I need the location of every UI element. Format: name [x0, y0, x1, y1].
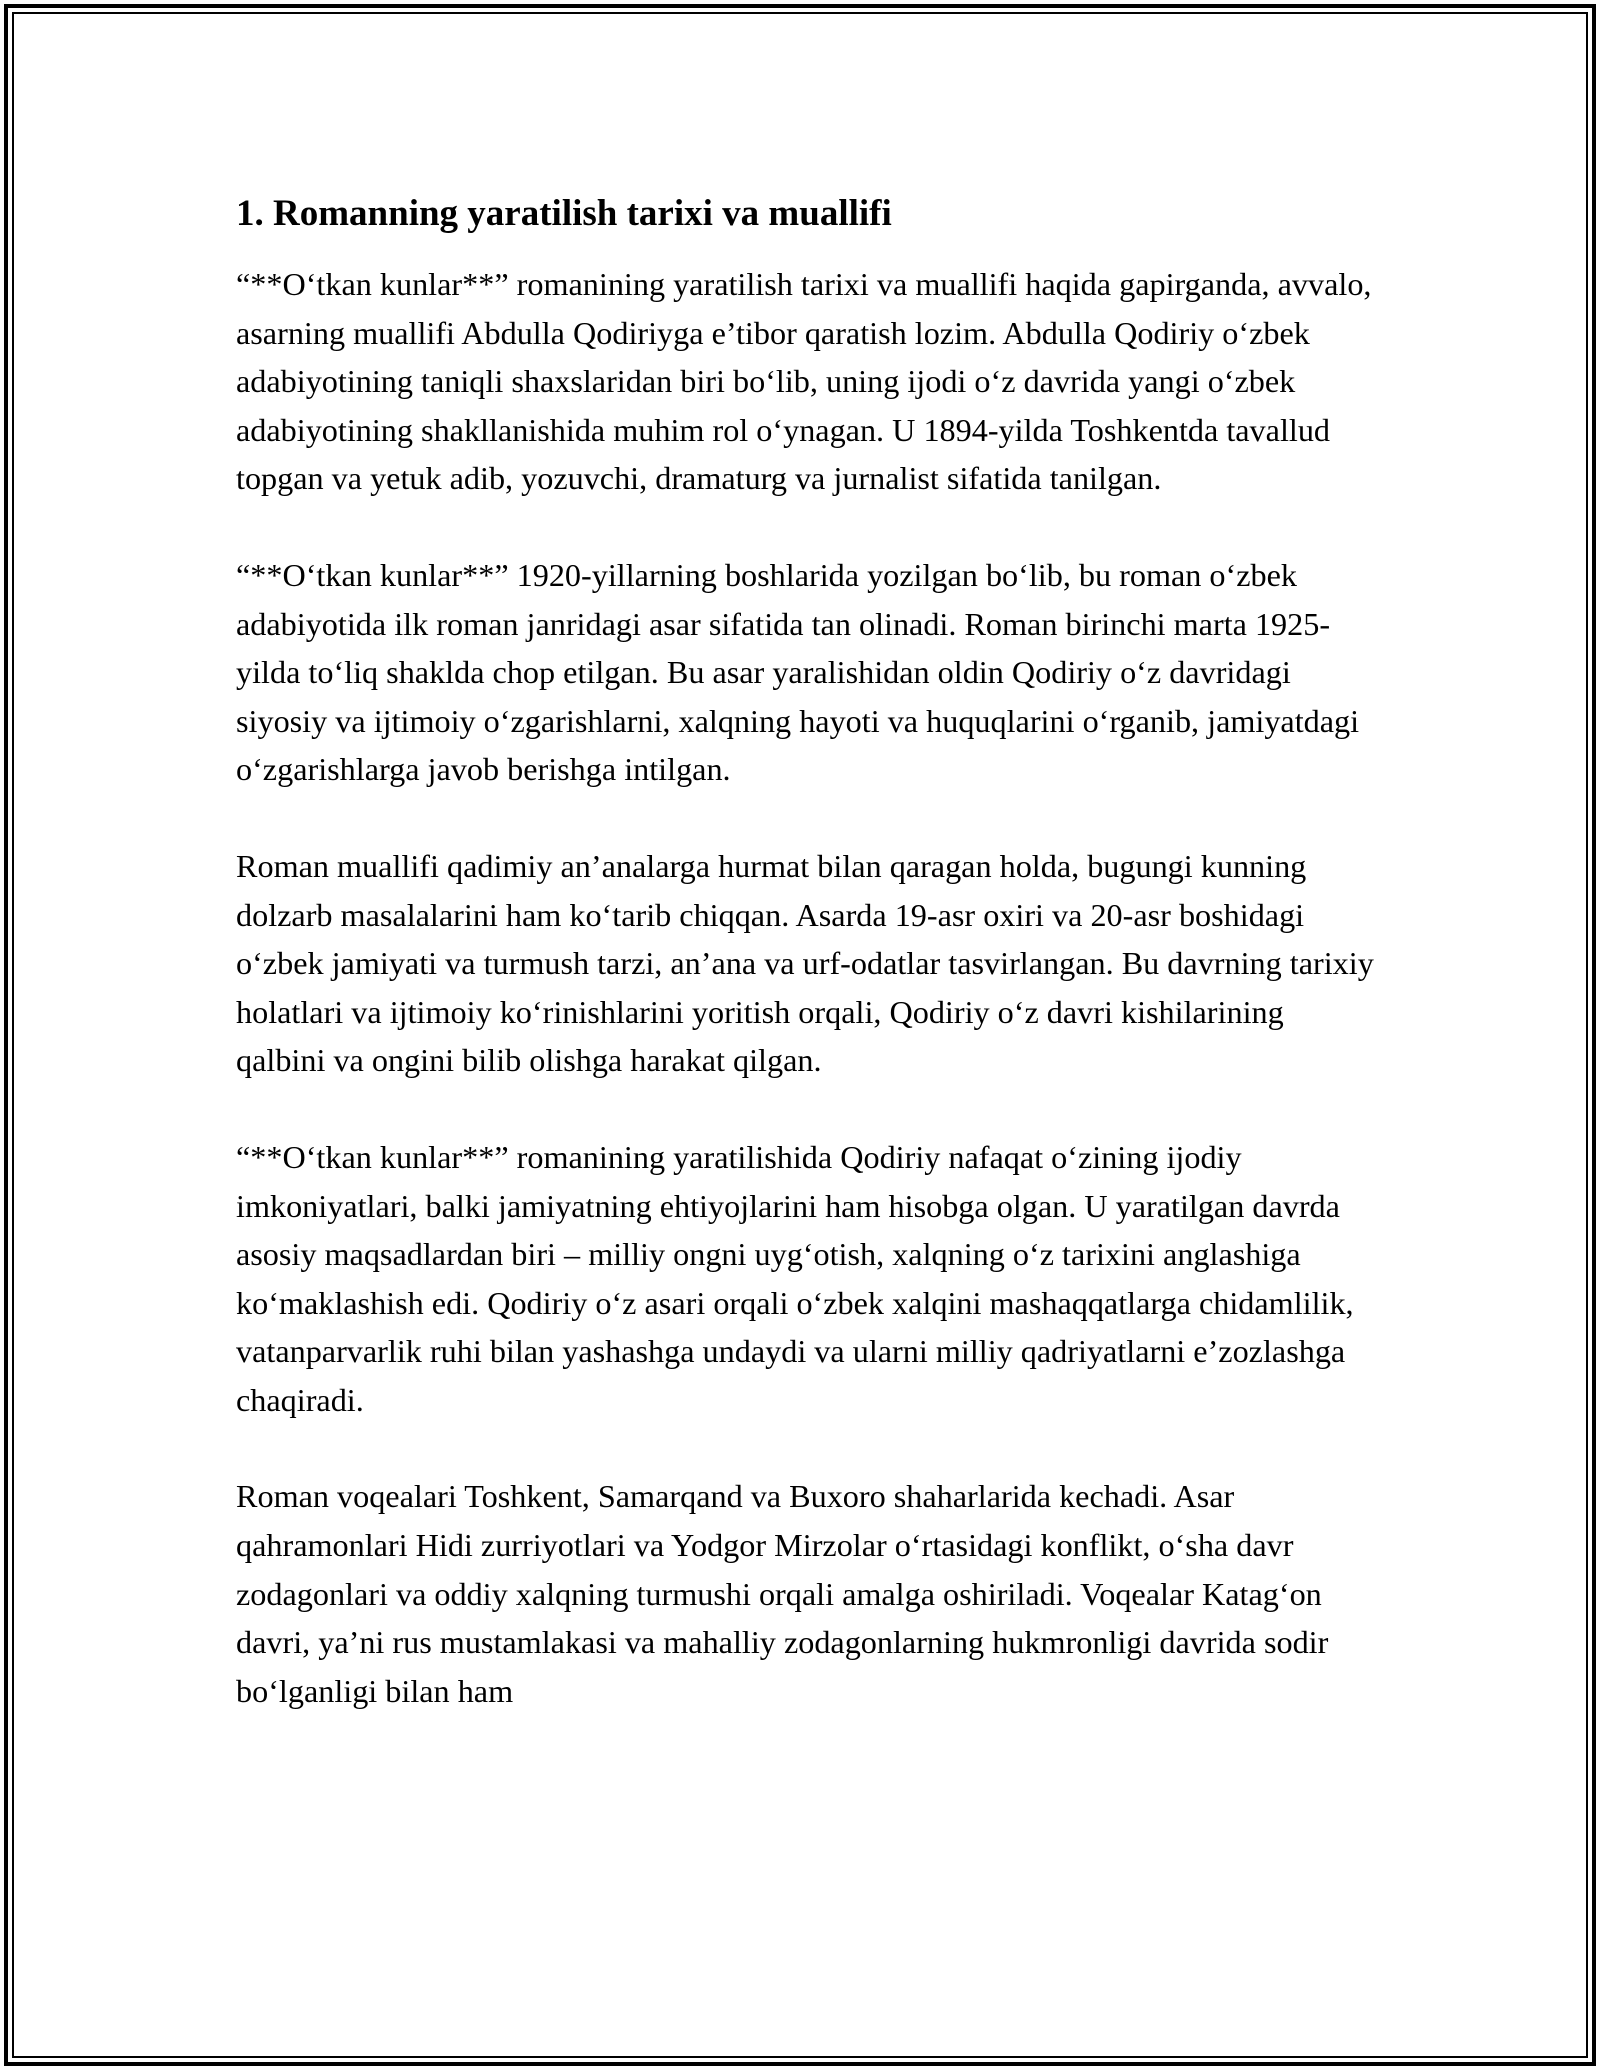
section-heading: 1. Romanning yaratilish tarixi va muallifi: [236, 193, 892, 234]
paragraph-themes: Roman muallifi qadimiy an’analarga hurmat bilan qaragan holda, bugungi kunning dolzarb masalalarini ham ko‘tarib chiqqan. Asarda 19-asr oxiri va 20-asr boshidagi o‘zbek jamiyati va turmush tarzi, an’ana va urf-odatlar tasvirlangan. Bu davrning tarixiy holatlari va ijtimoiy ko‘rinishlarini yoritish orqali, Qodiriy o‘z davri kishilarining qalbini va ongini bilib olishga harakat qilgan.: [236, 847, 1374, 1079]
paragraph-author-intro: “**O‘tkan kunlar**” romanining yaratilish tarixi va muallifi haqida gapirganda, avvalo, asarning muallifi Abdulla Qodiriyga e’tibor qaratish lozim. Abdulla Qodiriy o‘zbek adabiyotining taniqli shaxslaridan biri bo‘lib, uning ijodi o‘z davrida yangi o‘zbek adabiyotining shakllanishida muhim rol o‘ynagan. U 1894-yilda Toshkentda tavallud topgan va yetuk adib, yozuvchi, dramaturg va jurnalist sifatida tanilgan.: [236, 266, 1372, 497]
document-body: [236, 188, 1376, 1715]
paragraph-setting: Roman voqealari Toshkent, Samarqand va Buxoro shaharlarida kechadi. Asar qahramonlari Hidi zurriyotlari va Yodgor Mirzolar o‘rtasidagi konflikt, o‘sha davr zodagonlari va oddiy xalqning turmushi orqali amalga oshiriladi. Voqealar Katag‘on davri, ya’ni rus mustamlakasi va mahalliy zodagonlarning hukmronligi davrida sodir bo‘lganligi bilan ham: [236, 1478, 1329, 1709]
paragraph-writing-history: “**O‘tkan kunlar**” 1920-yillarning boshlarida yozilgan bo‘lib, bu roman o‘zbek adabiyotida ilk roman janridagi asar sifatida tan olinadi. Roman birinchi marta 1925-yilda to‘liq shaklda chop etilgan. Bu asar yaralishidan oldin Qodiriy o‘z davridagi siyosiy va ijtimoiy o‘zgarishlarni, xalqning hayoti va huquqlarini o‘rganib, jamiyatdagi o‘zgarishlarga javob berishga intilgan.: [236, 556, 1360, 788]
paragraph-purpose: “**O‘tkan kunlar**” romanining yaratilishida Qodiriy nafaqat o‘zining ijodiy imkoniyatlari, balki jamiyatning ehtiyojlarini ham hisobga olgan. U yaratilgan davrda asosiy maqsadlardan biri – milliy ongni uyg‘otish, xalqning o‘z tarixini anglashiga ko‘maklashish edi. Qodiriy o‘z asari orqali o‘zbek xalqini mashaqqatlarga chidamlilik, vatanparvarlik ruhi bilan yashashga undaydi va ularni milliy qadriyatlarni e’zozlashga chaqiradi.: [236, 1138, 1354, 1418]
